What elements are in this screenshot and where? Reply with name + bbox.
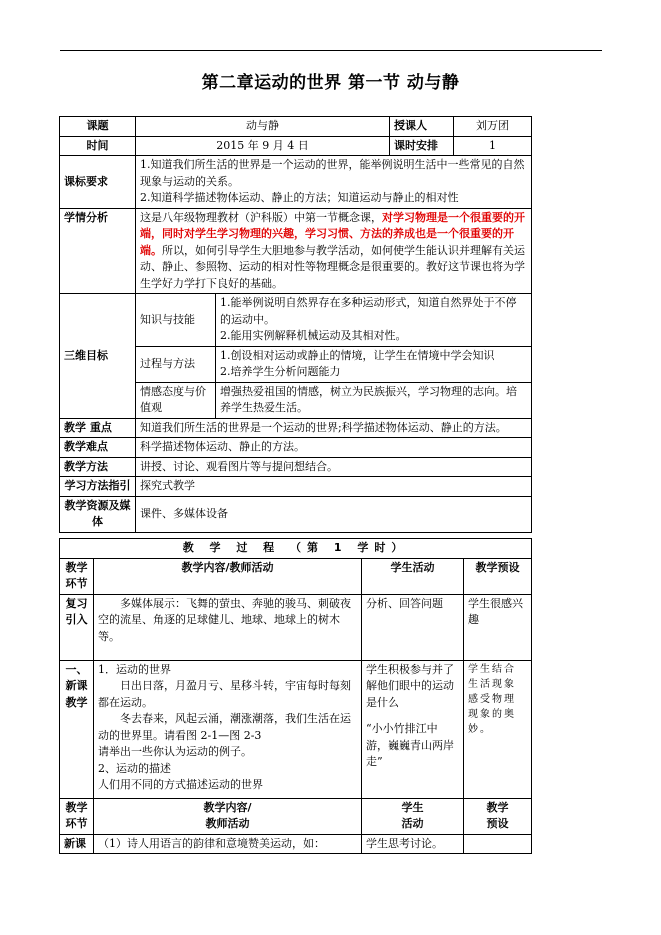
goal-line: 2.培养学生分析问题能力 bbox=[220, 365, 341, 378]
student-header-line: 学生 bbox=[401, 800, 424, 814]
requirements-cell bbox=[136, 156, 532, 209]
table-row bbox=[60, 539, 532, 559]
schedule-value: 1 bbox=[454, 136, 532, 156]
student-header-2 bbox=[362, 798, 464, 834]
table-row bbox=[60, 457, 532, 477]
review-section: 复习引入 bbox=[60, 594, 94, 660]
content-header-line: 教学内容/ bbox=[203, 800, 252, 814]
goal-sub-label: 情感态度与价值观 bbox=[136, 382, 216, 418]
col-content-header: 教学内容/教师活动 bbox=[94, 558, 362, 594]
analysis-cell bbox=[136, 208, 532, 294]
content-line: 2、运动的描述 bbox=[98, 761, 171, 775]
content-line: 冬去春来，风起云涌，潮涨潮落，我们生活在运动的世界里。请看图 2-1—图 2-3 bbox=[98, 712, 351, 742]
content-line: 人们用不同的方式描述运动的世界 bbox=[98, 778, 263, 791]
goal-cell bbox=[216, 346, 532, 382]
goal-line: 2.能用实例解释机械运动及其相对性。 bbox=[220, 329, 407, 342]
time-label: 时间 bbox=[60, 136, 136, 156]
focus-label: 教学 重点 bbox=[60, 418, 136, 438]
last-student: 学生思考讨论。 bbox=[362, 834, 464, 854]
methods-label: 教学方法 bbox=[60, 457, 136, 477]
table-row bbox=[60, 798, 532, 834]
resources-value: 课件、多媒体设备 bbox=[136, 496, 532, 532]
review-student: 分析、回答问题 bbox=[362, 594, 464, 660]
col-preset-header: 教学预设 bbox=[464, 558, 532, 594]
last-section: 新课 bbox=[60, 834, 94, 854]
analysis-text: 这是八年级物理教材（沪科版）中第一节概念课， bbox=[140, 210, 382, 224]
table-row bbox=[60, 477, 532, 497]
table-row bbox=[60, 418, 532, 438]
review-preset: 学生很感兴趣 bbox=[464, 594, 532, 660]
last-content: （1）诗人用语言的韵律和意境赞美运动，如： bbox=[94, 834, 362, 854]
new-preset: 学生结合生活现象感受物理现象的奥妙。 bbox=[464, 660, 532, 798]
goal-line: 1.能举例说明自然界存在多种运动形式，知道自然界处于不停的运动中。 bbox=[220, 296, 517, 326]
difficulty-label: 教学难点 bbox=[60, 438, 136, 458]
new-section: 一、新课教学 bbox=[60, 660, 94, 798]
time-value: 2015 年 9 月 4 日 bbox=[136, 136, 390, 156]
review-content bbox=[94, 594, 362, 660]
table-row bbox=[60, 156, 532, 209]
difficulty-value: 科学描述物体运动、静止的方法。 bbox=[136, 438, 532, 458]
teacher-value: 刘万团 bbox=[454, 117, 532, 137]
top-rule bbox=[60, 50, 602, 51]
teacher-label: 授课人 bbox=[390, 117, 454, 137]
preset-header-line: 预设 bbox=[486, 817, 509, 830]
resources-label: 教学资源及媒体 bbox=[60, 496, 136, 532]
content-header-line: 教师活动 bbox=[205, 817, 250, 830]
preset-header-line: 教学 bbox=[486, 800, 509, 814]
requirement-line: 2.知道科学描述物体运动、静止的方法；知道运动与静止的相对性 bbox=[140, 191, 459, 204]
col-student-header: 学生活动 bbox=[362, 558, 464, 594]
last-preset bbox=[464, 834, 532, 854]
process-table bbox=[59, 538, 532, 854]
goal-cell bbox=[216, 294, 532, 347]
preset-header-2 bbox=[464, 798, 532, 834]
col-section-header: 教学环节 bbox=[60, 558, 94, 594]
schedule-label: 课时安排 bbox=[390, 136, 454, 156]
new-student bbox=[362, 660, 464, 798]
content-line: 请举出一些你认为运动的例子。 bbox=[98, 745, 252, 758]
table-row bbox=[60, 594, 532, 660]
content-line: 日出日落，月盈月亏、星移斗转，宇宙每时每刻都在运动。 bbox=[98, 679, 351, 709]
goal-sub-label: 过程与方法 bbox=[136, 346, 216, 382]
analysis-text: 所以，如何引导学生大胆地参与教学活动，如何使学生能认识并理解有关运动、静止、参照物、运动的相对性等物理概念是很重要的。教好这节课也将为学生学好力学打下良好的基础。 bbox=[140, 243, 525, 290]
goals-label: 三维目标 bbox=[60, 294, 136, 419]
topic-value: 动与静 bbox=[136, 117, 390, 137]
focus-value: 知道我们所生活的世界是一个运动的世界;科学描述物体运动、静止的方法。 bbox=[136, 418, 532, 438]
table-row bbox=[60, 834, 532, 854]
table-row bbox=[60, 660, 532, 798]
goal-cell bbox=[216, 382, 532, 418]
analysis-highlight: 对学习物理是一个很重要的开端，同时对学生学习物理的兴趣，学习习惯、方法的养成也是一个很重要的开端。 bbox=[140, 210, 525, 257]
methods-value: 讲授、讨论、观看图片等与提问想结合。 bbox=[136, 457, 532, 477]
table-row bbox=[60, 558, 532, 594]
content-header-2 bbox=[94, 798, 362, 834]
page-title: 第二章运动的世界 第一节 动与静 bbox=[201, 73, 460, 93]
table-row bbox=[60, 117, 532, 137]
table-row bbox=[60, 496, 532, 532]
goal-line: 增强热爱祖国的情感，树立为民族振兴，学习物理的志向。培养学生热爱生活。 bbox=[220, 384, 517, 414]
lesson-info-table bbox=[59, 116, 532, 533]
topic-label: 课题 bbox=[60, 117, 136, 137]
table-row bbox=[60, 136, 532, 156]
study-label: 学习方法指引 bbox=[60, 477, 136, 497]
table-row bbox=[60, 438, 532, 458]
goal-sub-label: 知识与技能 bbox=[136, 294, 216, 347]
study-value: 探究式教学 bbox=[136, 477, 532, 497]
content-line: 1．运动的世界 bbox=[98, 662, 171, 676]
student-line: 学生积极参与并了解他们眼中的运动是什么 bbox=[366, 662, 454, 709]
table-row bbox=[60, 294, 532, 347]
new-content bbox=[94, 660, 362, 798]
analysis-label: 学情分析 bbox=[60, 208, 136, 294]
requirements-label: 课标要求 bbox=[60, 156, 136, 209]
goal-line: 1.创设相对运动或静止的情境，让学生在情境中学会知识 bbox=[220, 348, 495, 362]
requirement-line: 1.知道我们所生活的世界是一个运动的世界，能举例说明生活中一些常见的自然现象与运动的关系。 bbox=[140, 158, 525, 188]
process-heading: 教 学 过 程 （第 1 学时） bbox=[60, 539, 532, 559]
student-header-line: 活动 bbox=[401, 817, 424, 830]
table-row bbox=[60, 208, 532, 294]
section-header-2: 教学环节 bbox=[60, 798, 94, 834]
student-line: “小小竹排江中游，巍巍青山两岸走” bbox=[366, 722, 454, 768]
review-text: 多媒体展示：飞舞的萤虫、奔驰的骏马、刺破夜空的流星、角逐的足球健儿、地球、地球上的树木等。 bbox=[98, 596, 351, 643]
